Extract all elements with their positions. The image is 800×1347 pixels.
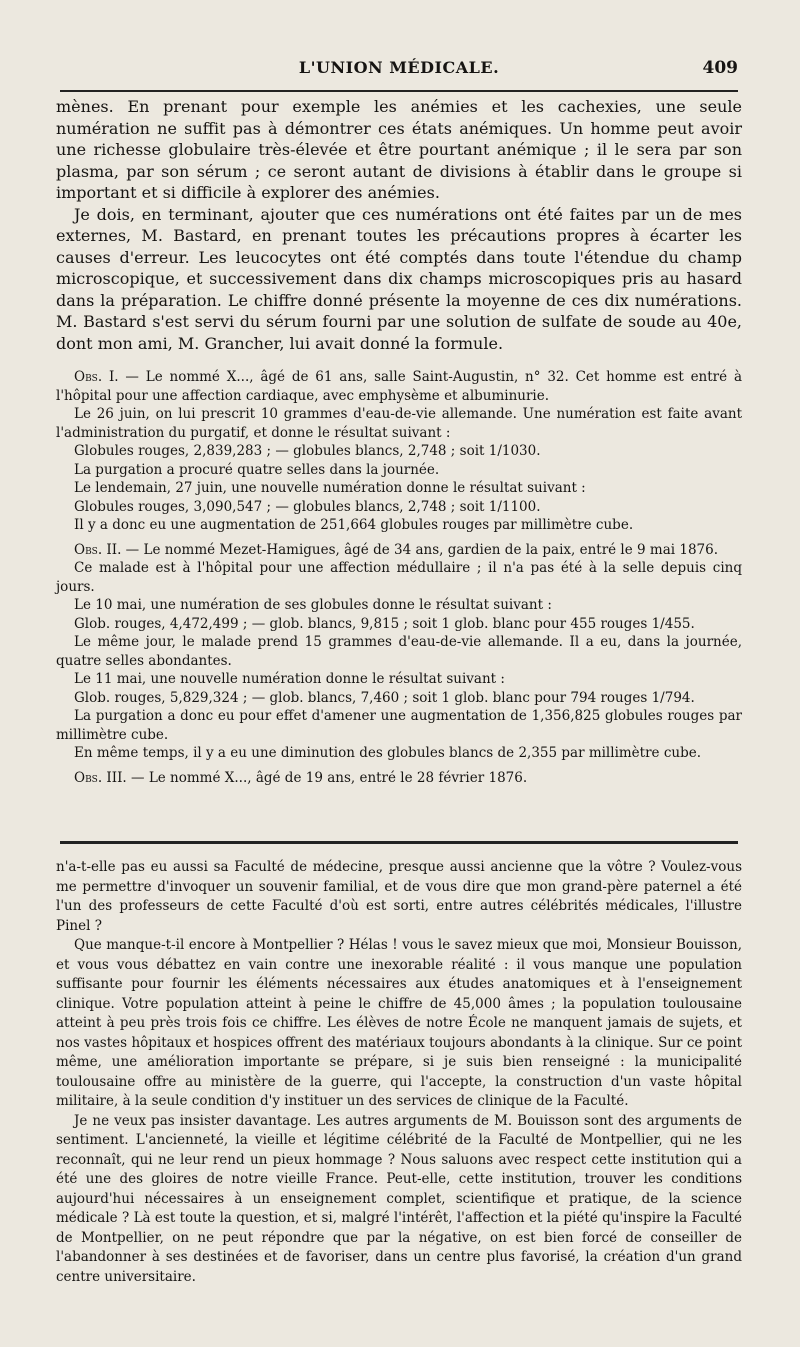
observation-line: La purgation a procuré quatre selles dans la journée. xyxy=(74,461,440,478)
observation-line: Le 26 juin, on lui prescrit 10 grammes d'eau-de-vie allemande. Une numération est faite avant l'administration du purgatif, et donne le résultat suivant : xyxy=(56,406,742,441)
observation-label: Obs. II. xyxy=(74,541,122,558)
observation-line: Globules rouges, 3,090,547 ; — globules blancs, 2,748 ; soit 1/1100. xyxy=(74,498,541,515)
observation-text: — Le nommé X..., âgé de 61 ans, salle Saint-Augustin, n° 32. Cet homme est entré à l'hôpital pour une affection cardiaque, avec emphysème et albuminurie. xyxy=(56,369,742,404)
observation-line: Il y a donc eu une augmentation de 251,664 globules rouges par millimètre cube. xyxy=(74,517,634,533)
observation-line: Le même jour, le malade prend 15 grammes d'eau-de-vie allemande. Il a eu, dans la journée, quatre selles abondantes. xyxy=(56,634,742,669)
observation-line: La purgation a donc eu pour effet d'amener une augmentation de 1,356,825 globules rouges par millimètre cube. xyxy=(56,708,742,743)
paragraph-montpellier: Que manque-t-il encore à Montpellier ? Hélas ! vous le savez mieux que moi, Monsieur Bouisson, et vous vous débattez en vain contre une inexorable réalité : il vous manque une population suffisante pour fournir les éléments nécessaires aux études anatomiques et à l'enseignement clinique. Votre population atteint à peine le chiffre de 45,000 âmes ; la population toulousaine atteint à peu près trois fois ce chiffre. Les élèves de notre École ne manquent jamais de sujets, et nos vastes hôpitaux et hospices offrent des matériaux toujours abondants à la clinique. Sur ce point même, une amélioration importante se prépare, si je suis bien renseigné : la municipalité toulousaine offre au ministère de la guerre, qui l'accepte, la construction d'un vaste hôpital militaire, à la seule condition d'y instituer un des services de clinique de la Faculté. xyxy=(56,937,742,1109)
observation-1-heading xyxy=(56,368,742,405)
observations xyxy=(56,368,742,787)
observation-label: Obs. III. xyxy=(74,769,127,786)
paragraph-anemia-counts: mènes. En prenant pour exemple les anémies et les cachexies, une seule numération ne suffit pas à démontrer ces états anémiques. Un homme peut avoir une richesse globulaire très-élevée et être pourtant anémique ; il le sera par son plasma, par son sérum ; ce seront autant de divisions à établir dans le groupe si important et si difficile à explorer des anémies. xyxy=(56,97,742,202)
feuilleton-article xyxy=(56,858,742,1287)
observation-line: Le 11 mai, une nouvelle numération donne le résultat suivant : xyxy=(74,671,505,687)
observation-line: En même temps, il y a eu une diminution des globules blancs de 2,355 par millimètre cube. xyxy=(74,745,702,761)
observation-line: Glob. rouges, 5,829,324 ; — glob. blancs, 7,460 ; soit 1 glob. blanc pour 794 rouges 1/794. xyxy=(74,689,695,706)
observation-label: Obs. I. xyxy=(74,369,119,385)
article-continuation xyxy=(56,96,742,354)
observation-text: — Le nommé X..., âgé de 19 ans, entré le 28 février 1876. xyxy=(126,769,528,786)
observation-line: Ce malade est à l'hôpital pour une affection médullaire ; il n'a pas été à la selle depuis cinq jours. xyxy=(56,560,742,595)
running-header xyxy=(60,58,738,88)
observation-3-heading xyxy=(56,769,742,788)
observation-line: Le lendemain, 27 juin, une nouvelle numération donne le résultat suivant : xyxy=(74,480,586,496)
section-divider xyxy=(60,841,738,844)
observation-2-heading xyxy=(56,541,742,560)
observation-text: — Le nommé Mezet-Hamigues, âgé de 34 ans, gardien de la paix, entré le 9 mai 1876. xyxy=(121,541,719,558)
paragraph-method: Je dois, en terminant, ajouter que ces numérations ont été faites par un de mes externes, M. Bastard, en prenant toutes les précautions propres à écarter les causes d'erreur. Les leucocytes ont été comptés dans toute l'étendue du champ microscopique, et successivement dans dix champs microscopiques pris au hasard dans la préparation. Le chiffre donné présente la moyenne de ces dix numérations. M. Bastard s'est servi du sérum fourni par une solution de sulfate de soude au 40e, dont mon ami, M. Grancher, lui avait donné la formule. xyxy=(56,204,742,353)
observation-line: Glob. rouges, 4,472,499 ; — glob. blancs, 9,815 ; soit 1 glob. blanc pour 455 rouges 1/455. xyxy=(74,615,695,632)
page-number: 409 xyxy=(702,58,738,78)
paragraph-arguments: Je ne veux pas insister davantage. Les autres arguments de M. Bouisson sont des arguments de sentiment. L'ancienneté, la vieille et légitime célébrité de la Faculté de Montpellier, qui ne les reconnaît, qui ne leur rend un pieux hommage ? Nous saluons avec respect cette institution qui a été une des gloires de notre vieille France. Peut-elle, cette institution, trouver les conditions aujourd'hui nécessaires à un enseignement complet, scientifique et pratique, de la science médicale ? Là est toute la question, et si, malgré l'intérêt, l'affection et la piété qu'inspire la Faculté de Montpellier, on ne peut répondre que par la négative, on est bien forcé de conseiller de l'abandonner à ses destinées et de favoriser, dans un centre plus favorisé, la création d'un grand centre universitaire. xyxy=(56,1112,742,1285)
observation-line: Globules rouges, 2,839,283 ; — globules blancs, 2,748 ; soit 1/1030. xyxy=(74,443,541,459)
journal-title: L'UNION MÉDICALE. xyxy=(298,58,500,77)
observation-line: Le 10 mai, une numération de ses globules donne le résultat suivant : xyxy=(74,597,552,613)
header-rule xyxy=(60,90,738,92)
paragraph-faculty: n'a-t-elle pas eu aussi sa Faculté de médecine, presque aussi ancienne que la vôtre ? Voulez-vous me permettre d'invoquer un souvenir familial, et de vous dire que mon grand-père paternel a été l'un des professeurs de cette Faculté d'où est sorti, entre autres célébrités médicales, l'illustre Pinel ? xyxy=(56,859,742,934)
